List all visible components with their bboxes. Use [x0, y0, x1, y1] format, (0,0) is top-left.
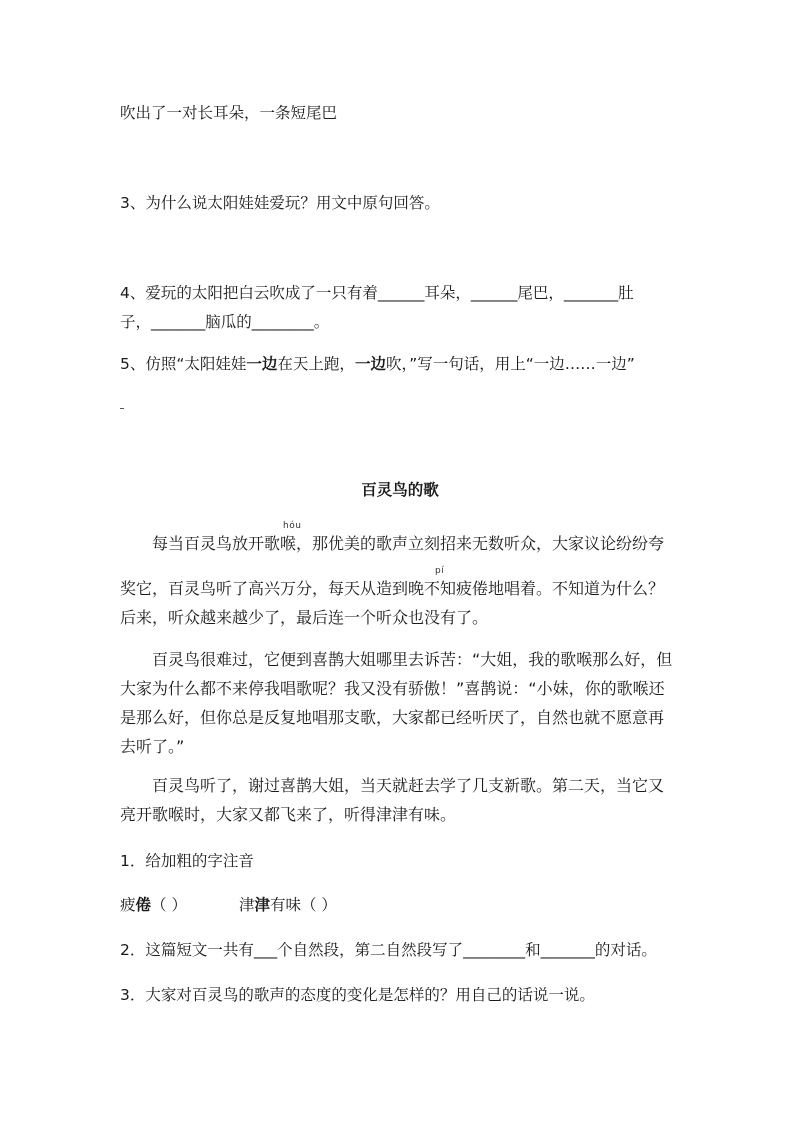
ex1-item-b-bold: 津 — [254, 896, 270, 914]
para1-line-2: 奖它，百灵鸟听了高兴万分，每天从造到晚不知疲倦地唱着。不知道为什么？ — [120, 579, 665, 598]
para2-line-2: 大家为什么都不来停我唱歌呢？我又没有骄傲！”喜鹊说：“小妹，你的歌喉还 — [120, 679, 665, 698]
story-title: 百灵鸟的歌 — [361, 481, 439, 499]
question-5 — [120, 354, 635, 374]
para3-line-2: 亮开歌喉时，大家又都飞来了，听得津津有味。 — [120, 805, 457, 824]
exercise-1: 1．给加粗的字注音 — [120, 852, 254, 870]
top-text-line: 吹出了一对长耳朵，一条短尾巴 — [120, 104, 338, 122]
question-3: 3、为什么说太阳娃娃爱玩？用文中原句回答。 — [120, 194, 440, 212]
ex1-item-b-rest: 有味（ ） — [270, 896, 337, 914]
exercise-2: 2．这篇短文一共有___个自然段，第二自然段写了________和_______的对话。 — [120, 941, 657, 959]
exercise-3: 3．大家对百灵鸟的歌声的态度的变化是怎样的？用自己的话说一说。 — [120, 986, 595, 1004]
pinyin-hou: hóu — [283, 521, 302, 531]
q5-bold-2: 一边 — [354, 355, 386, 373]
stray-dash-mark — [120, 408, 124, 409]
q5-text-part2: 在天上跑， — [277, 355, 355, 373]
q5-text-part1: 5、仿照“太阳娃娃 — [120, 355, 247, 373]
q5-text-part3: 吹，”写一句话，用上“一边……一边” — [385, 355, 635, 373]
exercise-1-items — [120, 895, 337, 915]
para2-line-1: 百灵鸟很难过，它便到喜鹊大姐哪里去诉苦：“大姐，我的歌喉那么好，但 — [152, 650, 673, 669]
ex1-item-b-plain: 津 — [238, 896, 255, 914]
para3-line-1: 百灵鸟听了，谢过喜鹊大姐，当天就赶去学了几支新歌。第二天，当它又 — [152, 776, 665, 795]
pinyin-pi: pí — [435, 566, 445, 576]
ex1-item-a-plain: 疲 — [120, 896, 136, 914]
para2-line-4: 去听了。” — [120, 737, 185, 756]
para1-line-1: 每当百灵鸟放开歌喉，那优美的歌声立刻招来无数听众，大家议论纷纷夸 — [152, 534, 665, 553]
ex1-item-a-blank: （ ） — [151, 896, 187, 914]
question-4-line-2: 子，_______脑瓜的________。 — [120, 313, 330, 331]
ex1-item-a-bold: 倦 — [135, 896, 152, 914]
q5-bold-1: 一边 — [246, 355, 278, 373]
para1-line-3: 后来，听众越来越少了，最后连一个听众也没有了。 — [120, 608, 489, 627]
question-4-line-1: 4、爱玩的太阳把白云吹成了一只有着______耳朵，______尾巴，_______肚 — [120, 284, 634, 302]
para2-line-3: 是那么好，但你总是反复地唱那支歌，大家都已经听厌了，自然也就不愿意再 — [120, 708, 665, 727]
